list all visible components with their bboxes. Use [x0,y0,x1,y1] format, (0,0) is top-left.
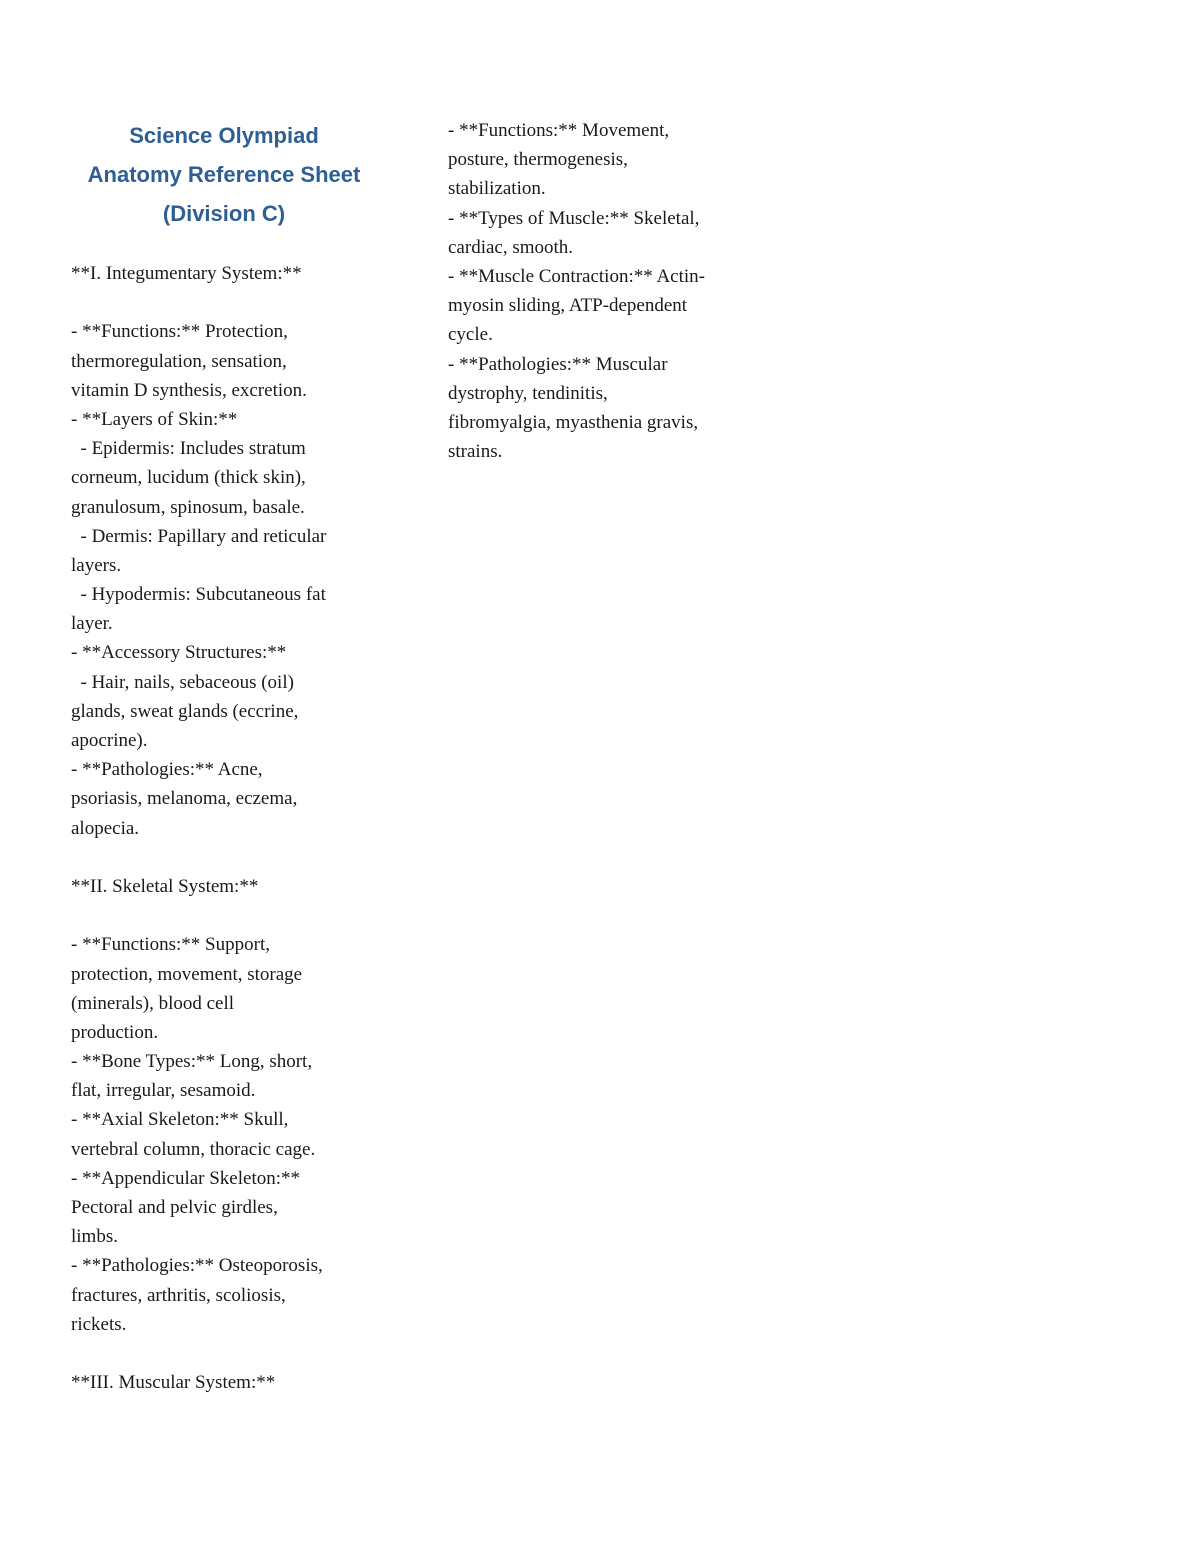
text-line: protection, movement, storage [71,963,303,985]
text-line: myosin sliding, ATP-dependent [448,295,688,317]
title-line: Science Olympiad [129,123,319,148]
text-line: - Hair, nails, sebaceous (oil) [71,671,294,693]
text-line: rickets. [71,1313,127,1335]
text-line: - **Functions:** Protection, [71,321,288,343]
section-heading-skeletal: **II. Skeletal System:** [71,875,259,897]
text-line: - **Functions:** Movement, [448,120,670,141]
text-line: (minerals), blood cell [71,992,235,1014]
title-line: Anatomy Reference Sheet [87,162,361,187]
text-line: stabilization. [448,178,546,200]
text-line: - Hypodermis: Subcutaneous fat [71,584,326,606]
title-line: (Division C) [162,201,286,226]
text-line: alopecia. [71,817,140,839]
text-line: layer. [71,613,113,635]
document-title [71,116,377,233]
text-line: - **Accessory Structures:** [71,642,287,664]
text-line: - **Pathologies:** Osteoporosis, [71,1255,323,1277]
text-line: vertebral column, thoracic cage. [71,1138,316,1160]
text-line: fractures, arthritis, scoliosis, [71,1284,286,1306]
text-line: posture, thermogenesis, [448,149,628,171]
text-line: glands, sweat glands (eccrine, [71,700,299,722]
text-line: - **Types of Muscle:** Skeletal, [448,207,700,229]
text-line: - **Functions:** Support, [71,934,270,956]
text-line: - **Bone Types:** Long, short, [71,1051,313,1073]
spacer [71,288,401,317]
text-line: layers. [71,554,122,576]
spacer [71,901,401,930]
text-line: Pectoral and pelvic girdles, [71,1197,278,1218]
section-heading-integumentary: **I. Integumentary System:** [71,263,302,284]
text-line: cycle. [448,324,493,346]
text-line: granulosum, spinosum, basale. [71,496,305,518]
text-line: dystrophy, tendinitis, [448,382,608,404]
text-line: psoriasis, melanoma, eczema, [71,788,298,810]
right-column [448,116,778,466]
text-line: - **Appendicular Skeleton:** [71,1167,301,1189]
text-line: strains. [448,441,503,463]
text-line: fibromyalgia, myasthenia gravis, [448,411,699,433]
text-line: - **Muscle Contraction:** Actin- [448,265,705,287]
spacer [71,1339,401,1368]
skeletal-lines [71,930,401,1339]
text-line: thermoregulation, sensation, [71,350,287,372]
text-line: - **Pathologies:** Muscular [448,353,668,375]
section-heading-muscular: **III. Muscular System:** [71,1372,276,1394]
text-line: - **Axial Skeleton:** Skull, [71,1109,289,1131]
text-line: corneum, lucidum (thick skin), [71,467,306,489]
text-line: apocrine). [71,730,148,751]
spacer [71,843,401,872]
left-column [71,116,401,1397]
integumentary-lines [71,317,401,842]
text-line: limbs. [71,1226,118,1248]
text-line: - Dermis: Papillary and reticular [71,525,327,547]
text-line: vitamin D synthesis, excretion. [71,379,307,401]
text-line: production. [71,1021,159,1043]
text-line: - **Pathologies:** Acne, [71,759,263,781]
text-line: cardiac, smooth. [448,236,574,258]
text-line: flat, irregular, sesamoid. [71,1080,256,1102]
text-line: - **Layers of Skin:** [71,408,238,430]
text-line: - Epidermis: Includes stratum [71,438,306,460]
